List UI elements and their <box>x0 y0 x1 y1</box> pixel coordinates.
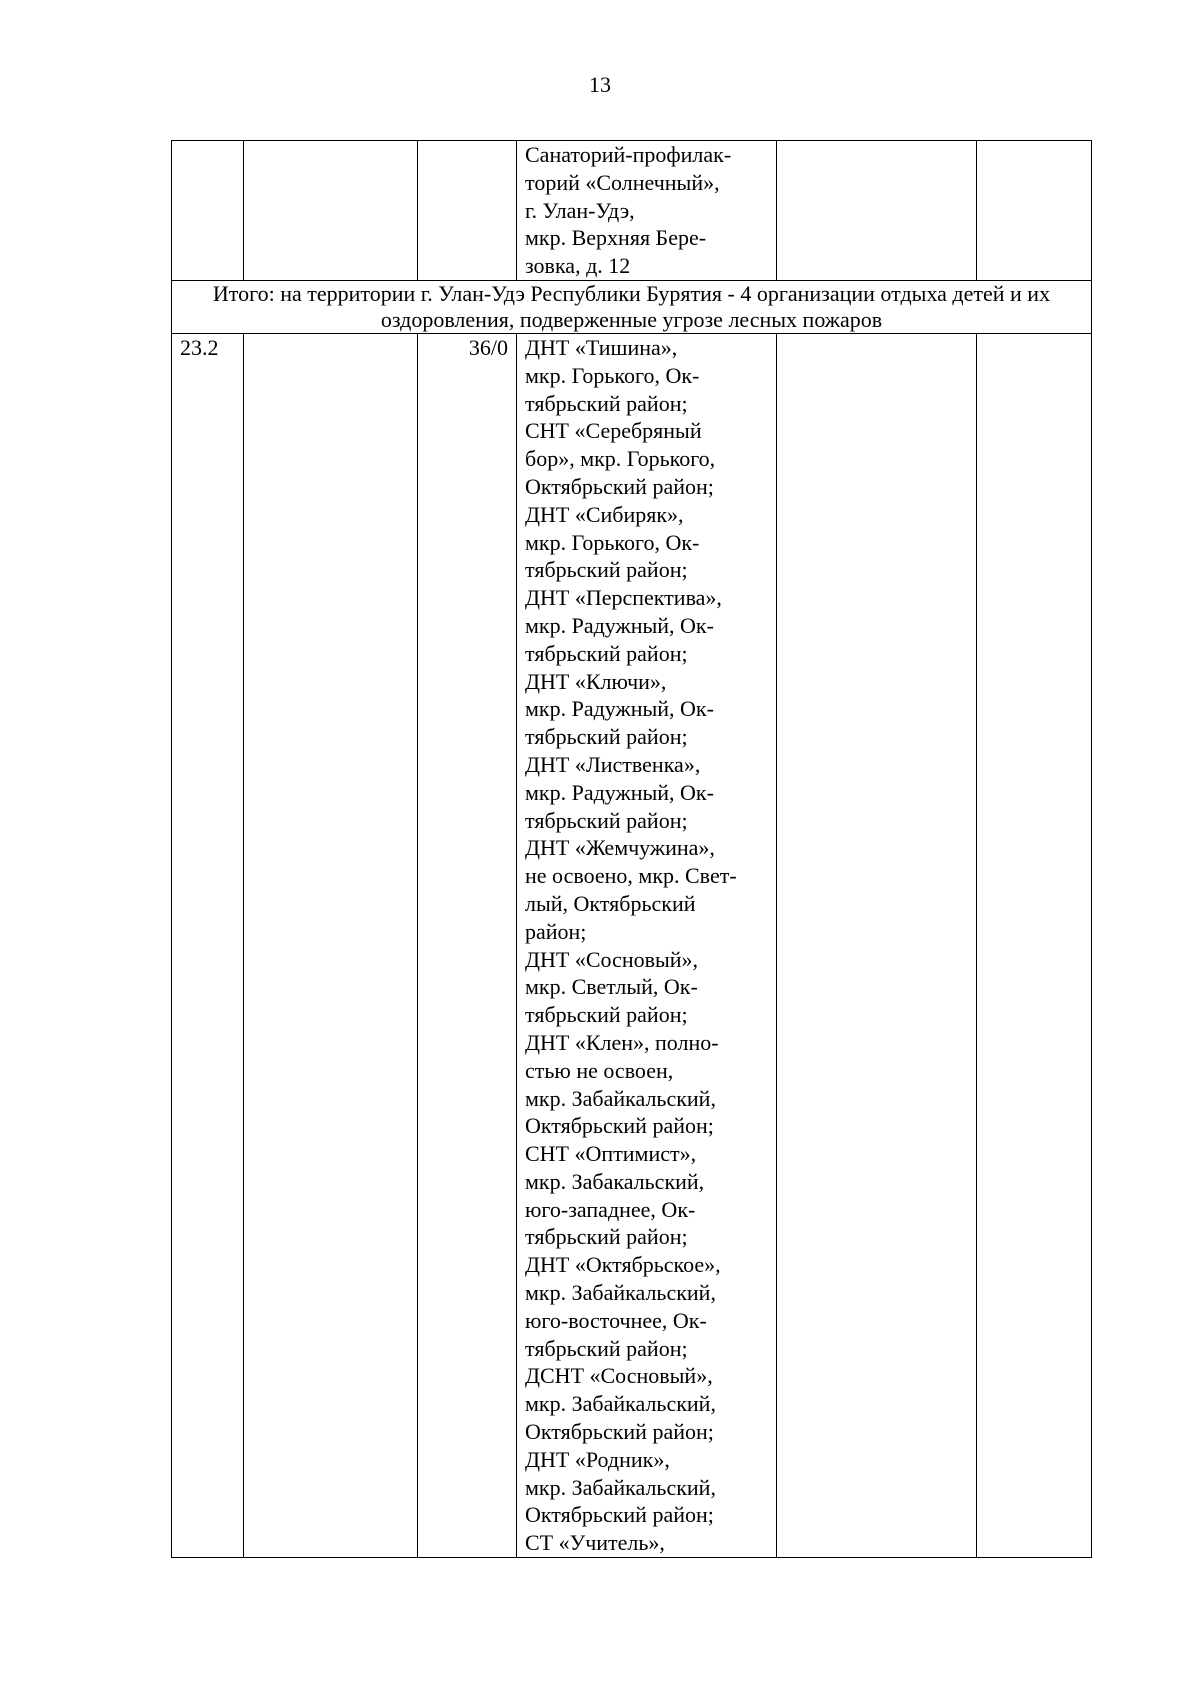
table-row-continued <box>172 141 1092 281</box>
cell-count <box>418 141 517 281</box>
total-summary: Итого: на территории г. Улан-Удэ Республики Бурятия - 4 организации отдыха детей и их оздоровления, подверженные угрозе лесных пожаров <box>172 280 1092 333</box>
cell-municipality <box>244 141 418 281</box>
cell-municipality <box>244 333 418 1557</box>
cell-empty <box>777 141 977 281</box>
cell-empty <box>977 333 1092 1557</box>
cell-empty <box>977 141 1092 281</box>
cell-number: 23.2 <box>172 333 244 1557</box>
cell-organization: Санаторий-профилак- торий «Солнечный», г. Улан-Удэ, мкр. Верхняя Бере- зовка, д. 12 <box>517 141 777 281</box>
cell-count: 36/0 <box>418 333 517 1557</box>
table-row-total <box>172 280 1092 333</box>
organizations-table <box>171 140 1092 1558</box>
cell-empty <box>777 333 977 1557</box>
page-number: 13 <box>589 72 611 97</box>
table-row-23-2 <box>172 333 1092 1557</box>
cell-number <box>172 141 244 281</box>
cell-organization: ДНТ «Тишина», мкр. Горького, Ок- тябрьский район; СНТ «Серебряный бор», мкр. Горького, Октябрьский район; ДНТ «Сибиряк», мкр. Горького, Ок- тябрьский район; ДНТ «Перспектива», мкр. Радужный, Ок- тябрьский район; ДНТ «Ключи», мкр. Радужный, Ок- тябрьский район; ДНТ «Лиственка», мкр. Радужный, Ок- тябрьский район; ДНТ «Жемчужина», не освоено, мкр. Свет- лый, Октябрьский район; ДНТ «Сосновый», мкр. Светлый, Ок- тябрьский район; ДНТ «Клен», полно- стью не освоен, мкр. Забайкальский, Октябрьский район; СНТ «Оптимист», мкр. Забакальский, юго-западнее, Ок- тябрьский район; ДНТ «Октябрьское», мкр. Забайкальский, юго-восточнее, Ок- тябрьский район; ДСНТ «Сосновый», мкр. Забайкальский, Октябрьский район; ДНТ «Родник», мкр. Забайкальский, Октябрьский район; СТ «Учитель», <box>517 333 777 1557</box>
